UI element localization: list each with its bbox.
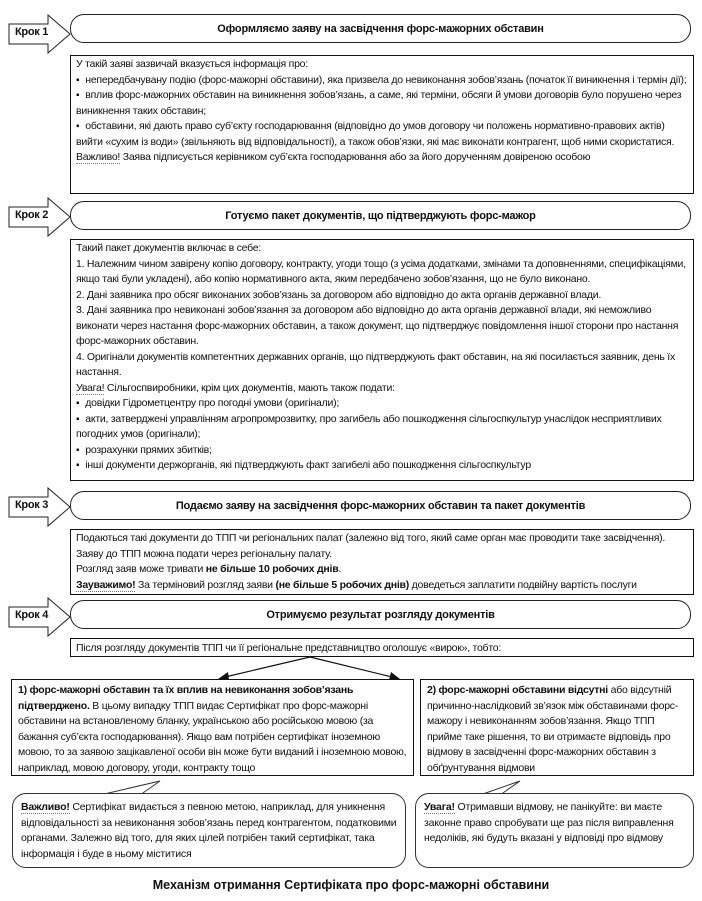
text: .: [338, 563, 342, 575]
step-2-item: 3. Дані заявника про невиконані зобов’язання за договором або відповідно до акта органів державної влади, які неможливо виконати через настання форс-мажорних обставин, а також документ, що підтверджує повідомлення іншої сторони про настання форс-мажорних обставин.: [76, 304, 679, 347]
callout-important: [12, 793, 406, 868]
text: доведеться заплатити подвійну вартість послуги: [409, 578, 637, 591]
step-1-arrow: [8, 14, 70, 54]
step-3-title: Подаємо заяву на засвідчення форс-мажорних обставин та пакет документів: [70, 491, 691, 520]
step-1-title: Оформляємо заяву на засвідчення форс-мажорних обставин: [70, 14, 691, 43]
step-2-intro: Такий пакет документів включає в себе:: [76, 242, 262, 254]
outcome-1-body: В цьому випадку ТПП видає Сертифікат про форс-мажорні обставини на встановленому бланку, українською або російською мовою (за бажання суб’єкта господарювання). Якщо вам потрібен сертифікат іноземною мовою, то за заявою зацікавленої особи він може бути виданий і іноземною мовою, наприклад, мовою договору, угоди, контракту тощо: [18, 699, 407, 774]
callout-label: Увага!: [424, 801, 455, 813]
step-2-item: 1. Належним чином завірену копію договору, контракту, угоди тощо (з усіма додатками, змінами та доповненнями, специфікаціями, якщо такі були укладені), або копію нормативного акта, яким передбачено зобов’язання, що не було виконано.: [76, 257, 686, 285]
step-1-content: [70, 55, 694, 194]
step-3-duration: [76, 562, 688, 578]
callout-attention: [415, 793, 694, 868]
step-3-note: [76, 578, 688, 594]
outcome-2-box: [420, 679, 694, 776]
step-1-intro: У такій заяві зазвичай вказується інформація про:: [76, 58, 308, 70]
step-2-bullet: ▪ розрахунки прямих збитків;: [76, 443, 688, 459]
note-label: Зауважимо!: [76, 578, 136, 591]
step-1-bullet: ▪ вплив форс-мажорних обставин на виникнення зобов’язань, а саме, які терміни, обсяги й умови договорів було порушено через виникнення таких обставин;: [76, 88, 688, 119]
step-2-bullet: ▪ акти, затверджені управлінням агропромрозвитку, про загибель або пошкодження сільгоспкультур унаслідок несприятливих погодних умов (оригінали);: [76, 412, 688, 443]
callout-text: Отримавши відмову, не панікуйте: ви маєте законне право спробувати ще раз після виправлення недоліків, які будуть вказані у відповіді про відмову: [424, 801, 674, 844]
callout-label: Важливо!: [21, 801, 70, 813]
step-1-note: [76, 150, 688, 166]
step-1-bullet: ▪ непередбачувану подію (форс-мажорні обставини), яка призвела до невиконання зобов’язань (початок її виникнення і термін дії);: [76, 73, 688, 89]
text: Розгляд заяв може тривати: [76, 563, 206, 575]
urgent-bold: (не більше 5 робочих днів): [275, 578, 409, 591]
note-label: Важливо!: [76, 151, 121, 163]
step-2-content: [70, 239, 694, 481]
step-4-title: Отримуємо результат розгляду документів: [70, 600, 691, 629]
step-2-bullet: ▪ довідки Гідрометцентру про погодні умови (оригінали);: [76, 396, 688, 412]
step-1-label: Крок 1: [15, 26, 49, 38]
step-3-text: Подаються такі документи до ТПП чи регіональних палат (залежно від того, який саме орган має проводити таке засвідчення). Заяву до ТПП можна подати через регіональну палату.: [76, 532, 666, 560]
duration-bold: не більше 10 робочих днів: [205, 563, 339, 575]
outcome-1-bold: 1) форс-мажорні обставин та їх вплив на невиконання зобов’язань підтверджено.: [18, 684, 354, 712]
step-2-bullet: ▪ інші документи держорганів, які підтверджують факт загибелі або пошкодження сільгоспкультур: [76, 458, 688, 474]
outcome-1-box: [11, 679, 414, 776]
outcome-2-text: [427, 683, 687, 776]
step-2-note: [76, 381, 688, 397]
step-4-label: Крок 4: [15, 609, 49, 621]
step-2-item: 2. Дані заявника про обсяг виконаних зобов’язань за договором або відповідно до акта органів державної влади.: [76, 288, 601, 301]
outcome-2-body: або відсутній причинно-наслідковий зв’язок між обставинами форс-мажору і невиконанням зобов’язання. Якщо ТПП прийме таке рішення, то ви отримаєте відповідь про відмову в засвідченні форс-мажорних обставин з обґрунтування відмови: [427, 684, 679, 774]
figure-caption: Механізм отримання Сертифіката про форс-мажорні обставини: [152, 878, 550, 892]
note-label: Увага!: [76, 381, 105, 394]
outcome-1-text: [18, 683, 407, 776]
callout-text: Сертифікат видається з певною метою, наприклад, для уникнення відповідальності за невиконання зобов’язань перед контрагентом, податковими органами. Залежно від того, для яких цілей потрібен такий сертифікат, така інформація і буде в ньому міститися: [21, 801, 397, 860]
step-3-label: Крок 3: [15, 499, 49, 511]
outcome-2-bold-prefix: 2) форс-мажорні обставини: [427, 684, 568, 696]
step-2-arrow: [8, 197, 70, 237]
note-text: Сільгоспвиробники, крім цих документів, мають також подати:: [104, 381, 395, 394]
outcome-2-bold: відсутні: [567, 684, 608, 696]
step-1-bullet: ▪ обставини, які дають право суб’єкту господарювання (відповідно до умов договору чи положень нормативно-правових актів) вийти «сухим із води» (звільняють від відповідальності), а також обов’язки, які має виконати контрагент, щоб ними скористатися.: [76, 119, 688, 150]
step-2-item: 4. Оригінали документів компетентних державних органів, що підтверджують факт обставин, на які посилається заявник, день їх настання.: [76, 350, 675, 378]
step-4-text: Після розгляду документів ТПП чи її регіональне представництво оголошує «вирок», тобто:: [76, 642, 502, 654]
step-2-title: Готуємо пакет документів, що підтверджують форс-мажор: [70, 201, 691, 230]
text: За терміновий розгляд заяви: [135, 578, 276, 591]
step-3-arrow: [8, 487, 70, 527]
note-text: Заява підписується керівником суб’єкта господарювання або за його дорученням довіреною особою: [120, 151, 591, 163]
step-4-arrow: [8, 597, 70, 637]
step-2-label: Крок 2: [15, 209, 49, 221]
step-3-content: [70, 529, 694, 595]
